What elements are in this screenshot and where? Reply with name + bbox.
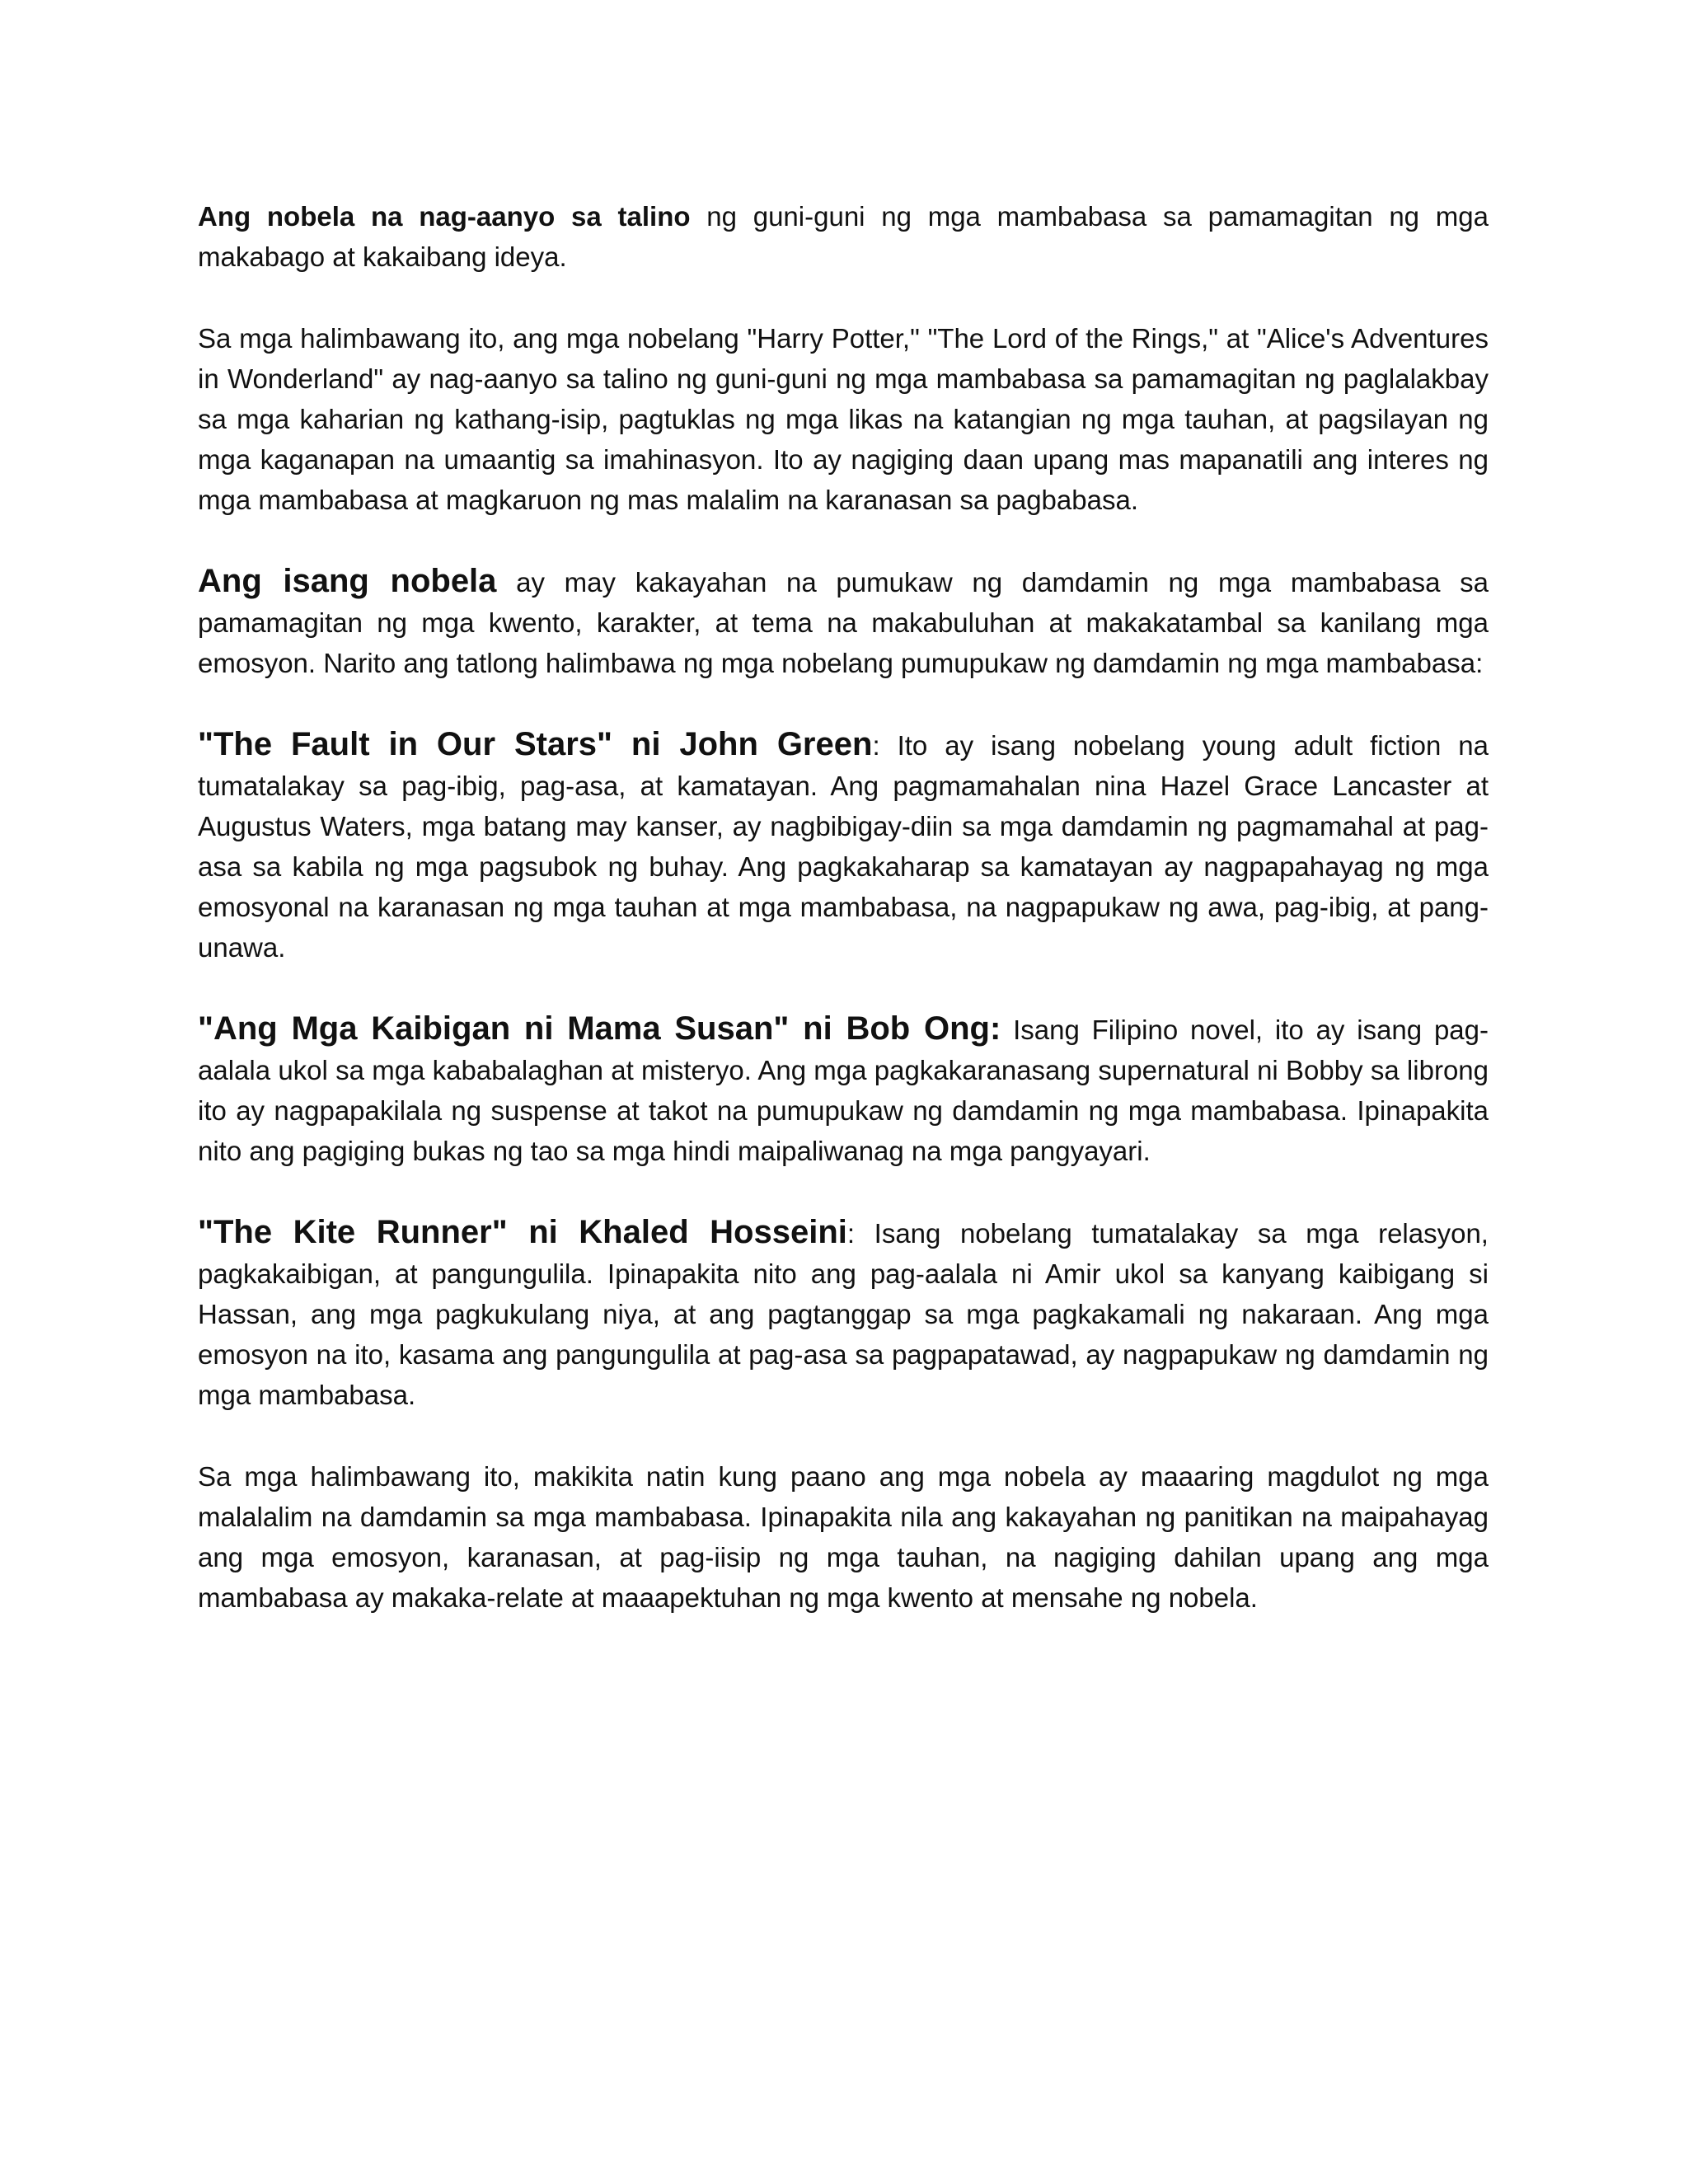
paragraph-text: : Ito ay isang nobelang young adult fiction na tumatalakay sa pag-ibig, pag-asa, at kamatayan. Ang pagmamahalan nina Hazel Grace Lancaster at Augustus Waters, mga batang may kanser, ay nagbibigay-diin sa mga damdamin ng pagmamahal at pag-asa sa kabila ng mga pagsubok ng buhay. Ang pagkakaharap sa kamatayan ay nagpapahayag ng mga emosyonal na karanasan ng mga tauhan at mga mambabasa, na nagpapukaw ng awa, pag-ibig, at pang-unawa. bbox=[198, 730, 1489, 963]
paragraph-lead: Ang isang nobela bbox=[198, 563, 497, 599]
paragraph-fault-in-our-stars bbox=[198, 724, 1489, 968]
paragraph-text: Sa mga halimbawang ito, makikita natin kung paano ang mga nobela ay maaaring magdulot ng mga malalalim na damdamin sa mga mambabasa. Ipinapakita nila ang kakayahan ng panitikan na maipahayag ang mga emosyon, karanasan, at pag-iisip ng mga tauhan, na nagiging dahilan upang ang mga mambabasa ay makaka-relate at maaapektuhan ng mga kwento at mensahe ng nobela. bbox=[198, 1461, 1489, 1613]
paragraph-text: Isang Filipino novel, ito ay isang pag-aalala ukol sa mga kababalaghan at misteryo. Ang mga pagkakaranasang supernatural ni Bobby sa librong ito ay nagpapakilala ng suspense at takot na pumupukaw ng damdamin ng mga mambabasa. Ipinapakita nito ang pagiging bukas ng tao sa mga hindi maipaliwanag na mga pangyayari. bbox=[198, 1015, 1489, 1166]
document-page bbox=[198, 196, 1489, 1618]
paragraph-kite-runner bbox=[198, 1212, 1489, 1415]
paragraph-text: ng guni-guni ng mga mambabasa sa pamamagitan ng mga makabago at kakaibang ideya. bbox=[198, 201, 1489, 272]
paragraph-lead: Ang nobela na nag-aanyo sa talino bbox=[198, 201, 691, 232]
paragraph-mama-susan bbox=[198, 1009, 1489, 1171]
paragraph-lead: "Ang Mga Kaibigan ni Mama Susan" ni Bob Ong: bbox=[198, 1010, 1001, 1047]
paragraph-intro bbox=[198, 196, 1489, 277]
paragraph-text: ay may kakayahan na pumukaw ng damdamin ng mga mambabasa sa pamamagitan ng mga kwento, karakter, at tema na makabuluhan at makakatambal sa kanilang mga emosyon. Narito ang tatlong halimbawa ng mga nobelang pumupukaw ng damdamin ng mga mambabasa: bbox=[198, 567, 1489, 678]
paragraph-text: : Isang nobelang tumatalakay sa mga relasyon, pagkakaibigan, at pangungulila. Ipinapakita nito ang pag-aalala ni Amir ukol sa kanyang kaibigang si Hassan, ang mga pagkukulang niya, at ang pagtanggap sa mga pagkakamali ng nakaraan. Ang mga emosyon na ito, kasama ang pangungulila at pag-asa sa pagpapatawad, ay nagpapukaw ng damdamin ng mga mambabasa. bbox=[198, 1218, 1489, 1410]
paragraph-lead: "The Kite Runner" ni Khaled Hosseini bbox=[198, 1214, 847, 1250]
paragraph-conclusion bbox=[198, 1456, 1489, 1618]
paragraph-text: Sa mga halimbawang ito, ang mga nobelang "Harry Potter," "The Lord of the Rings," at "Alice's Adventures in Wonderland" ay nag-aanyo sa talino ng guni-guni ng mga mambabasa sa pamamagitan ng paglalakbay sa mga kaharian ng kathang-isip, pagtuklas ng mga likas na katangian ng mga tauhan, at pagsilayan ng mga kaganapan na umaantig sa imahinasyon. Ito ay nagiging daan upang mas mapanatili ang interes ng mga mambabasa at magkaruon ng mas malalim na karanasan sa pagbabasa. bbox=[198, 323, 1489, 515]
paragraph-lead: "The Fault in Our Stars" ni John Green bbox=[198, 726, 873, 762]
paragraph-examples-fantasy bbox=[198, 318, 1489, 520]
paragraph-emotion-intro bbox=[198, 561, 1489, 683]
